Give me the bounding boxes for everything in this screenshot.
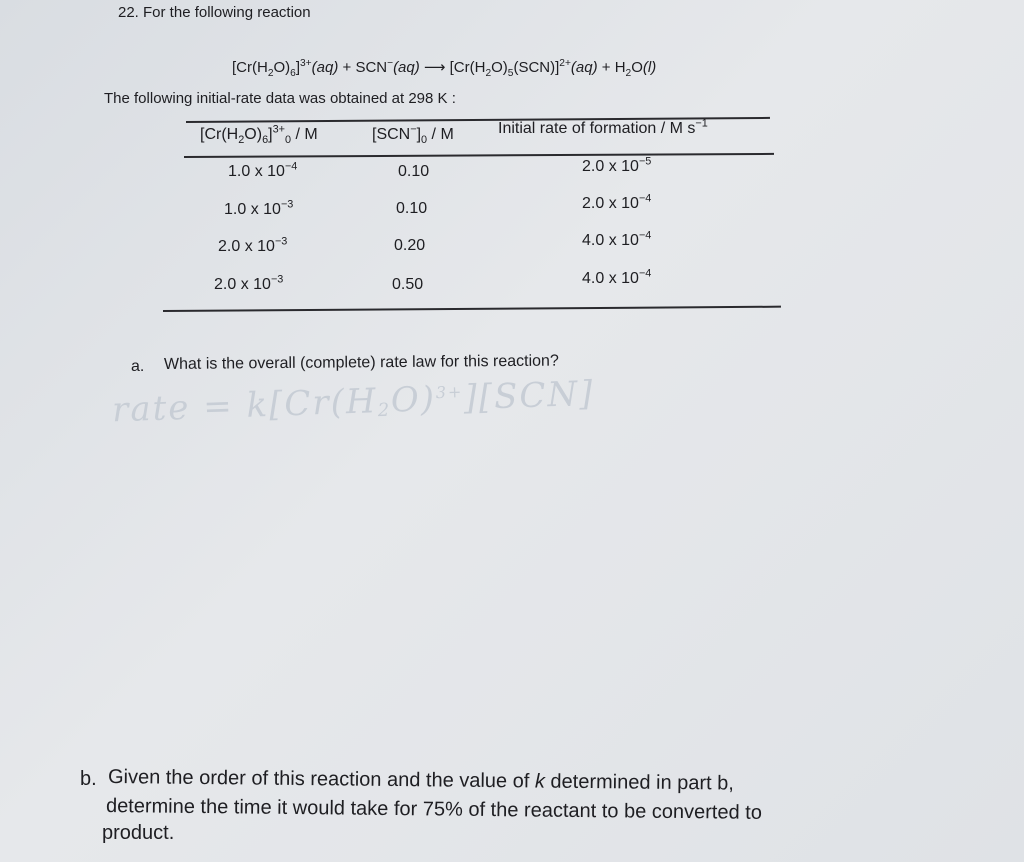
part-b-question-line2: determine the time it would take for 75% of the reactant to be converted to (105, 795, 763, 824)
table-cell-cr: 2.0 x $10^{-3}$ (214, 273, 284, 293)
table-cell-rate: 2.0 x $10^{-5}$ (582, 155, 652, 175)
table-header-rule (184, 153, 774, 158)
faint-handwritten-answer: rate = $k[Cr(H2O)^{3+}][SCN]$ (111, 373, 596, 431)
table-cell-scn: 0.10 (396, 200, 428, 217)
part-b-question-line1: Given the order of this reaction and the value of k determined in part b, (107, 766, 735, 795)
table-cell-scn: 0.20 (394, 237, 426, 254)
part-b-question-line3: product. (102, 822, 175, 844)
table-cell-scn: 0.10 (398, 163, 430, 180)
table-header-cr: $[Cr(H_2O)_6]^{3+}_0$ / M (200, 123, 318, 147)
table-cell-rate: 4.0 x $10^{-4}$ (582, 229, 652, 249)
table-cell-cr: 2.0 x $10^{-3}$ (218, 235, 288, 255)
part-a-question: What is the overall (complete) rate law for this reaction? (163, 352, 559, 373)
table-cell-cr: 1.0 x $10^{-3}$ (224, 198, 294, 218)
table-cell-scn: 0.50 (392, 276, 424, 293)
question-label: 22. For the following reaction (118, 4, 311, 21)
reaction-equation: $[Cr(H_2O)_6]^{3+}(aq) + SCN^-(aq)$ ⟶ $[Cr(H_2O)_5(SCN)]^{2+}(aq) + H_2O(l)$ (232, 58, 657, 79)
part-a-label: a. (131, 358, 145, 375)
intro-text: The following initial-rate data was obtained at 298 K : (104, 90, 456, 107)
part-b-label: b. (80, 768, 97, 790)
table-bottom-rule (163, 306, 781, 312)
table-header-scn: $[SCN^-]_0$ / M (372, 123, 454, 147)
reaction-arrow: ⟶ (423, 59, 446, 76)
table-cell-cr: 1.0 x $10^{-4}$ (228, 160, 298, 180)
table-cell-rate: 2.0 x $10^{-4}$ (582, 192, 652, 212)
table-cell-rate: 4.0 x $10^{-4}$ (582, 267, 652, 287)
table-header-rate: Initial rate of formation / M $s^{-1}$ (498, 117, 708, 137)
